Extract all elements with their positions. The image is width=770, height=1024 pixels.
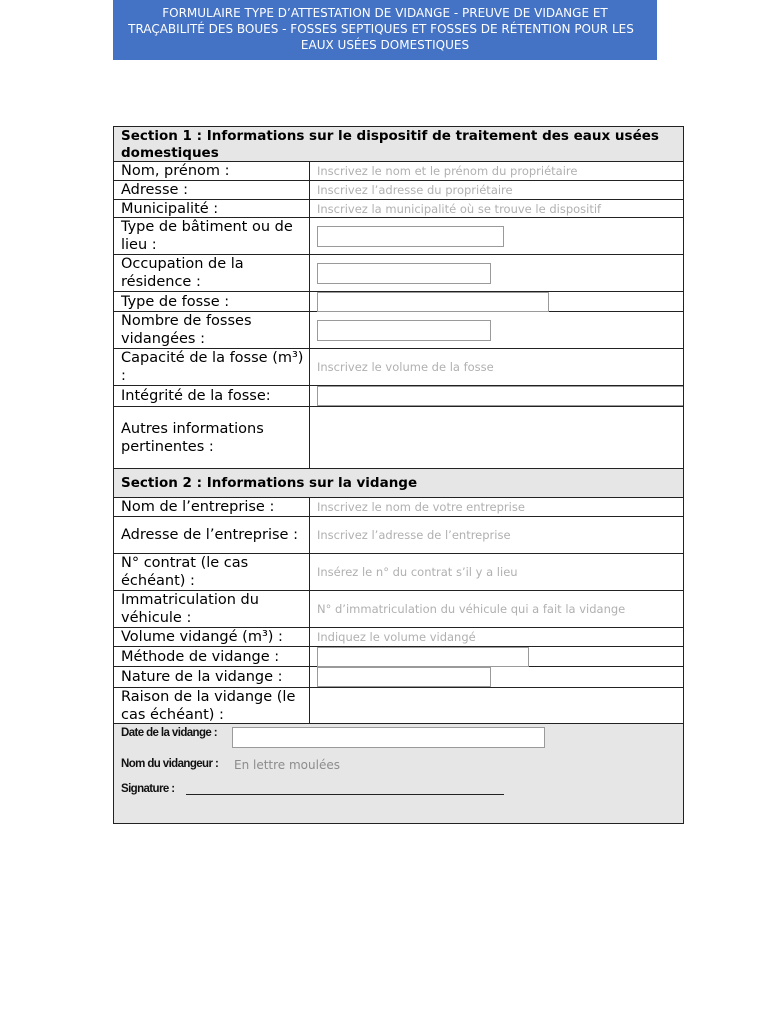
label-numero-contrat: N° contrat (le cas échéant) : xyxy=(114,554,310,590)
label-type-fosse: Type de fosse : xyxy=(114,292,310,311)
form-title-banner xyxy=(113,0,657,60)
attestation-form xyxy=(113,126,684,824)
form-title-line-1: FORMULAIRE TYPE D’ATTESTATION DE VIDANGE - PREUVE DE VIDANGE ET xyxy=(162,6,608,20)
label-date-vidange: Date de la vidange : xyxy=(121,727,218,739)
field-numero-contrat[interactable]: Insérez le n° du contrat s’il y a lieu xyxy=(317,565,518,579)
footer-signature-area xyxy=(114,724,683,823)
form-title-line-2: TRAÇABILITÉ DES BOUES - FOSSES SEPTIQUES ET FOSSES DE RÉTENTION POUR LES xyxy=(128,22,634,36)
label-capacite: Capacité de la fosse (m³) : xyxy=(114,349,310,385)
row-capacite xyxy=(114,349,683,386)
row-type-fosse xyxy=(114,292,683,312)
select-nombre-fosses[interactable] xyxy=(317,320,491,341)
label-signature: Signature : xyxy=(121,783,175,795)
label-raison-vidange: Raison de la vidange (le cas échéant) : xyxy=(114,688,310,723)
section-1-header xyxy=(114,127,683,162)
row-occupation xyxy=(114,255,683,292)
form-title-line-3: EAUX USÉES DOMESTIQUES xyxy=(300,38,470,52)
row-autres-informations xyxy=(114,407,683,469)
select-nature-vidange[interactable] xyxy=(317,667,491,687)
field-adresse-entreprise[interactable]: Inscrivez l’adresse de l’entreprise xyxy=(317,528,511,542)
field-adresse[interactable]: Inscrivez l’adresse du propriétaire xyxy=(317,183,513,197)
field-volume-vidange[interactable]: Indiquez le volume vidangé xyxy=(317,630,476,644)
select-methode-vidange[interactable] xyxy=(317,647,529,667)
label-nom-entreprise: Nom de l’entreprise : xyxy=(114,498,310,516)
field-date-vidange[interactable] xyxy=(232,727,545,748)
label-volume-vidange: Volume vidangé (m³) : xyxy=(114,628,310,646)
select-type-fosse[interactable] xyxy=(317,292,549,312)
field-nom-entreprise[interactable]: Inscrivez le nom de votre entreprise xyxy=(317,500,525,514)
field-immatriculation[interactable]: N° d’immatriculation du véhicule qui a fait la vidange xyxy=(317,602,626,616)
label-nom-prenom: Nom, prénom : xyxy=(114,162,310,180)
label-nombre-fosses: Nombre de fosses vidangées : xyxy=(114,312,310,348)
row-raison-vidange xyxy=(114,688,683,724)
label-adresse-entreprise: Adresse de l’entreprise : xyxy=(114,517,310,553)
label-methode-vidange: Méthode de vidange : xyxy=(114,647,310,666)
select-integrite[interactable] xyxy=(317,386,683,406)
row-nombre-fosses xyxy=(114,312,683,349)
row-methode-vidange xyxy=(114,647,683,667)
field-autres-informations[interactable] xyxy=(317,407,679,468)
field-raison-vidange[interactable] xyxy=(317,688,679,723)
label-municipalite: Municipalité : xyxy=(114,200,310,217)
row-adresse xyxy=(114,181,683,200)
row-nom-prenom xyxy=(114,162,683,181)
field-capacite[interactable]: Inscrivez le volume de la fosse xyxy=(317,360,494,374)
section-2-title: Section 2 : Informations sur la vidange xyxy=(121,475,418,491)
row-nom-entreprise xyxy=(114,498,683,517)
row-adresse-entreprise xyxy=(114,517,683,554)
label-nature-vidange: Nature de la vidange : xyxy=(114,667,310,687)
field-nom-prenom[interactable]: Inscrivez le nom et le prénom du propriétaire xyxy=(317,164,578,178)
label-adresse: Adresse : xyxy=(114,181,310,199)
signature-line[interactable] xyxy=(186,794,504,795)
row-integrite xyxy=(114,386,683,407)
row-municipalite xyxy=(114,200,683,218)
label-integrite: Intégrité de la fosse: xyxy=(114,386,310,406)
row-volume-vidange xyxy=(114,628,683,647)
row-type-batiment xyxy=(114,218,683,255)
row-nature-vidange xyxy=(114,667,683,688)
label-autres-informations: Autres informations pertinentes : xyxy=(114,407,310,468)
label-occupation: Occupation de la résidence : xyxy=(114,255,310,291)
select-type-batiment[interactable] xyxy=(317,226,504,247)
row-numero-contrat xyxy=(114,554,683,591)
section-2-header xyxy=(114,469,683,498)
row-immatriculation xyxy=(114,591,683,628)
field-nom-vidangeur[interactable]: En lettre moulées xyxy=(234,758,340,772)
select-occupation[interactable] xyxy=(317,263,491,284)
label-type-batiment: Type de bâtiment ou de lieu : xyxy=(114,218,310,254)
label-nom-vidangeur: Nom du vidangeur : xyxy=(121,758,219,770)
section-1-title: Section 1 : Informations sur le dispositif de traitement des eaux usées domestiques xyxy=(121,128,659,161)
field-municipalite[interactable]: Inscrivez la municipalité où se trouve le dispositif xyxy=(317,201,602,216)
label-immatriculation: Immatriculation du véhicule : xyxy=(114,591,310,627)
